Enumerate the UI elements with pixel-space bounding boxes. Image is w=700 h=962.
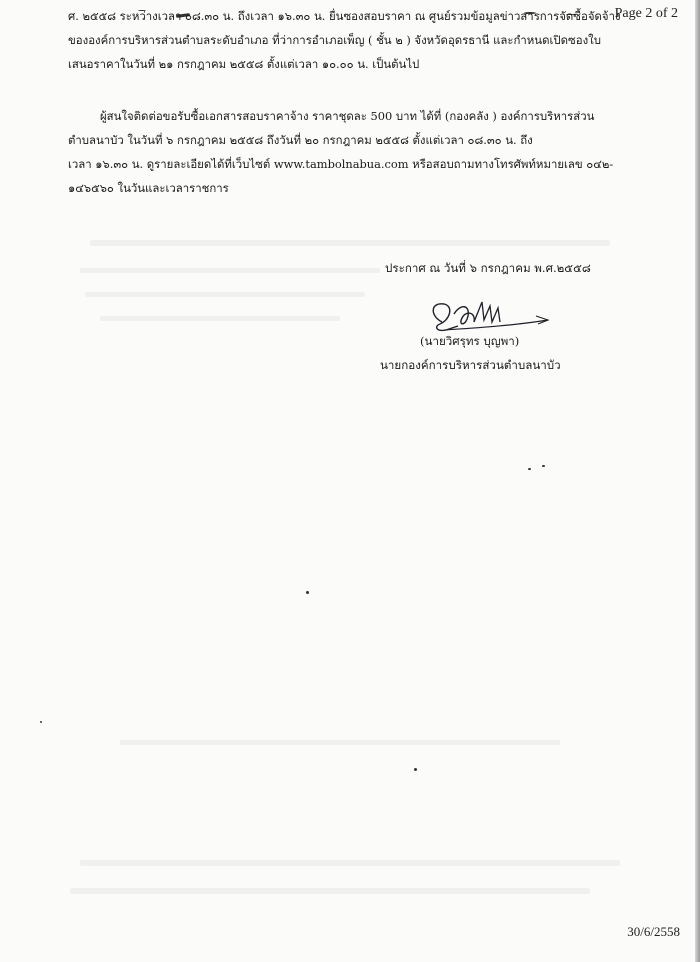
show-through-mark xyxy=(100,316,340,321)
page-edge-shadow xyxy=(695,0,700,962)
footer-date-stamp: 30/6/2558 xyxy=(627,924,680,939)
scan-speck xyxy=(528,468,531,470)
page-number-label: Page 2 of 2 xyxy=(614,6,678,21)
scan-speck xyxy=(414,768,417,771)
scan-speck xyxy=(542,465,545,467)
text-line: ตำบลนาบัว ในวันที่ ๖ กรกฎาคม ๒๕๕๘ ถึงวันที่ ๒๐ กรกฎาคม ๒๕๕๘ ตั้งแต่เวลา ๐๘.๓๐ น. ถึง xyxy=(68,133,533,147)
text-line: เสนอราคาในวันที่ ๒๑ กรกฎาคม ๒๕๕๘ ตั้งแต่เวลา ๑๐.๐๐ น. เป็นต้นไป xyxy=(68,57,420,71)
show-through-mark xyxy=(80,860,620,866)
text-line: เวลา ๑๖.๓๐ น. ดูรายละเอียดได้ที่เว็บไซต์ www.tambolnabua.com หรือสอบถามทางโทรศัพท์หมายเลข ๐๔๒- xyxy=(68,157,614,171)
show-through-mark xyxy=(85,292,365,297)
scan-speck xyxy=(40,721,42,723)
paragraph-document-purchase xyxy=(68,104,628,200)
text-line: ศ. ๒๕๕๘ ระหว่างเวลา ๐๘.๓๐ น. ถึงเวลา ๑๖.๓๐ น. ยื่นซองสอบราคา ณ ศูนย์รวมข้อมูลข่าวสารการจัดซื้อจัดจ้าง xyxy=(68,9,621,23)
text-line: ขององค์การบริหารส่วนตำบลระดับอำเภอ ที่ว่าการอำเภอเพ็ญ ( ชั้น ๒ ) จังหวัดอุดรธานี และกำหนดเปิดซองใบ xyxy=(68,33,601,47)
paragraph-submission xyxy=(68,4,628,76)
show-through-mark xyxy=(70,888,590,894)
show-through-mark xyxy=(120,740,560,745)
text-line: ๑๔๖๕๖๐ ในวันและเวลาราชการ xyxy=(68,181,229,195)
scan-speck xyxy=(306,591,309,594)
announcement-date: ประกาศ ณ วันที่ ๖ กรกฎาคม พ.ศ.๒๕๕๘ xyxy=(385,261,591,275)
text-line: ผู้สนใจติดต่อขอรับซื้อเอกสารสอบราคาจ้าง ราคาชุดละ 500 บาท ได้ที่ (กองคลัง ) องค์การบริหารส่วน xyxy=(100,109,595,123)
show-through-mark xyxy=(90,240,610,246)
signer-title: นายกองค์การบริหารส่วนตำบลนาบัว xyxy=(380,358,561,372)
show-through-mark xyxy=(80,268,380,273)
signer-name: (นายวิศรุทร บุญพา) xyxy=(420,334,520,348)
